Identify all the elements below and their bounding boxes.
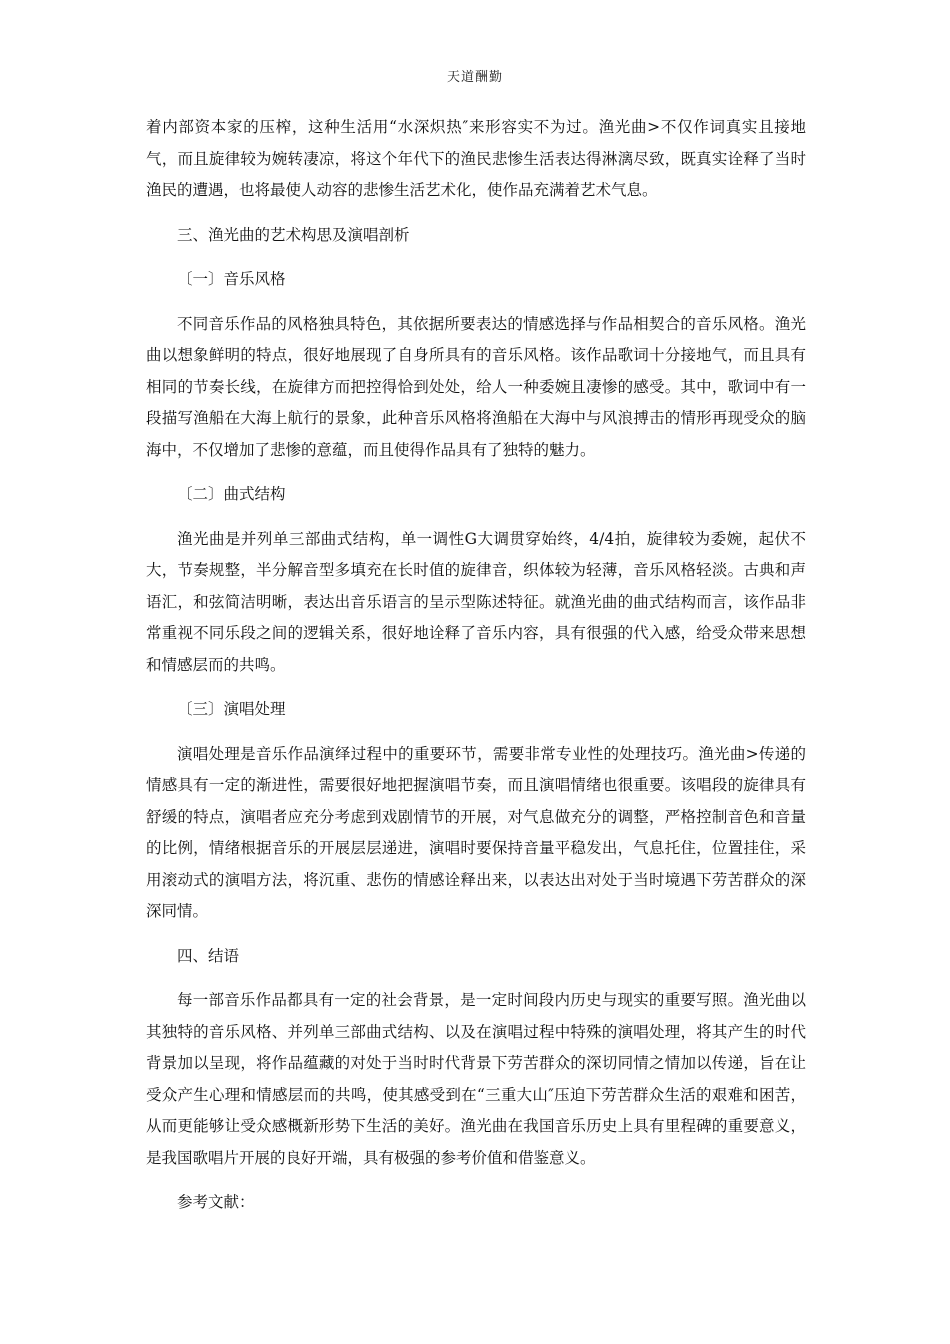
- paragraph-conclusion: 每一部音乐作品都具有一定的社会背景，是一定时间段内历史与现实的重要写照。渔光曲以其独特的音乐风格、并列单三部曲式结构、以及在演唱过程中特殊的演唱处理，将其产生的时代背景加以呈现，将作品蕴藏的对处于当时时代背景下劳苦群众的深切同情之情加以传递，旨在让受众产生心理和情感层而的共鸣，使其感受到在“三重大山″压迫下劳苦群众生活的艰难和困苦，从而更能够让受众感概新形势下生活的美好。渔光曲在我国音乐历史上具有里程碑的重要意义，是我国歌唱片开展的良好开端，具有极强的参考价值和借鉴意义。: [146, 991, 806, 1167]
- document-body: [146, 112, 806, 1219]
- section-heading-4: 四、结语: [177, 946, 240, 965]
- page-header: 天道酬勤: [446, 70, 503, 85]
- subsection-heading-music-style: 〔一〕音乐风格: [177, 270, 286, 288]
- paragraph-music-style: 不同音乐作品的风格独具特色，其依据所要表达的情感选择与作品相契合的音乐风格。渔光曲以想象鲜明的特点，很好地展现了自身所具有的音乐风格。该作品歌词十分接地气，而且具有相同的节奏长线，在旋律方而把控得恰到处处，给人一种委婉且凄惨的感受。其中，歌词中有一段描写渔船在大海上航行的景象，此种音乐风格将渔船在大海中与风浪搏击的情形再现受众的脑海中，不仅增加了悲惨的意蕴，而且使得作品具有了独特的魅力。: [146, 314, 806, 459]
- section-heading-3: 三、渔光曲的艺术构思及演唱剖析: [177, 225, 410, 244]
- paragraph-performance: 演唱处理是音乐作品演绎过程中的重要环节，需要非常专业性的处理技巧。渔光曲>传递的情感具有一定的渐进性，需要很好地把握演唱节奏，而且演唱情绪也很重要。该唱段的旋律具有舒缓的特点，演唱者应充分考虑到戏剧情节的开展，对气息做充分的调整，严格控制音色和音量的比例，情绪根据音乐的开展层层递进，演唱时要保持音量平稳发出，气息托住，位置挂住，采用滚动式的演唱方法，将沉重、悲伤的情感诠释出来，以表达出对处于当时境遇下劳苦群众的深深同情。: [146, 744, 806, 920]
- references-heading: 参考文献：: [177, 1193, 255, 1211]
- subsection-heading-structure: 〔二〕曲式结构: [177, 485, 286, 503]
- paragraph-intro: 着内部资本家的压榨，这种生活用“水深炽热″来形容实不为过。渔光曲>不仅作词真实且接地气，而且旋律较为婉转凄凉，将这个年代下的渔民悲惨生活表达得淋漓尽致，既真实诠释了当时渔民的遭遇，也将最使人动容的悲惨生活艺术化，使作品充满着艺术气息。: [146, 118, 806, 199]
- subsection-heading-performance: 〔三〕演唱处理: [177, 700, 286, 718]
- paragraph-structure: 渔光曲是并列单三部曲式结构，单一调性G大调贯穿始终，4/4拍，旋律较为委婉，起伏不大，节奏规整，半分解音型多填充在长时值的旋律音，织体较为轻薄，音乐风格轻淡。古典和声语汇，和弦简洁明晰，表达出音乐语言的呈示型陈述特征。就渔光曲的曲式结构而言，该作品非常重视不同乐段之间的逻辑关系，很好地诠释了音乐内容，具有很强的代入感，给受众带来思想和情感层而的共鸣。: [146, 529, 806, 674]
